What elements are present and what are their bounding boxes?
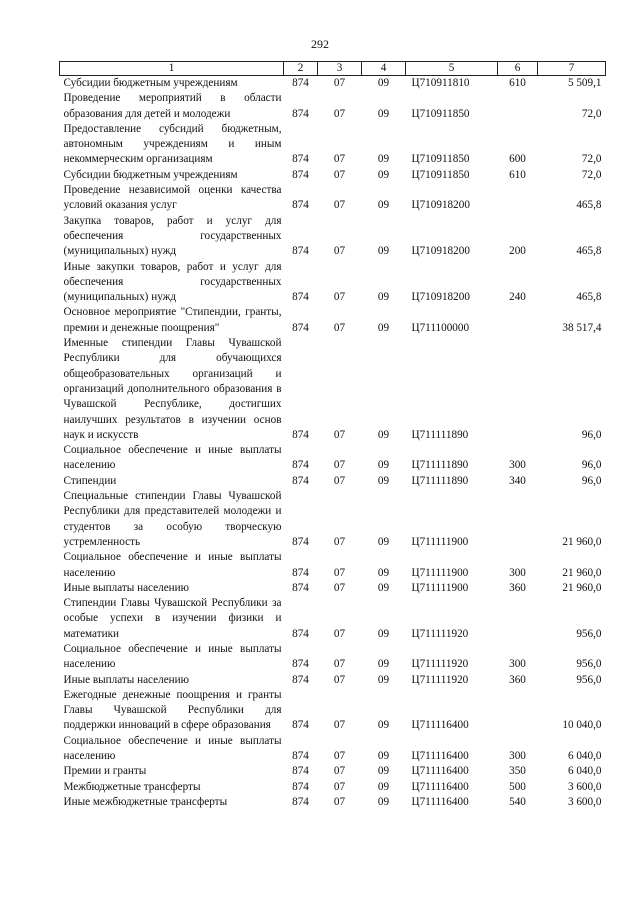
grbs-code-cell: 874: [292, 719, 309, 732]
item-name-cell: Закупка товаров, работ и услуг для обеспечения государственных (муниципальных) нужд: [63, 214, 282, 258]
amount-cell: 72,0: [581, 153, 602, 166]
table-row: [60, 336, 606, 443]
column-header-5: 5: [406, 62, 498, 76]
table-row: [60, 76, 606, 92]
target-article-code-cell: Ц711111900: [411, 535, 469, 548]
table-row: [60, 214, 606, 260]
target-article-code-cell: Ц710918200: [411, 245, 470, 258]
subsection-code-cell: 09: [377, 199, 390, 212]
expense-type-code-cell: [498, 489, 538, 550]
amount-cell: 96,0: [581, 474, 602, 487]
grbs-code-cell: 874: [292, 168, 309, 181]
target-article-code-cell: Ц710911850: [411, 153, 470, 166]
subsection-code-cell: 09: [377, 153, 390, 166]
subsection-code-cell: 09: [377, 321, 390, 334]
subsection-code-cell: 09: [377, 245, 390, 258]
column-header-4: 4: [362, 62, 406, 76]
subsection-code-cell: 09: [377, 77, 390, 89]
target-article-code-cell: Ц711111920: [411, 627, 469, 640]
table-row: [60, 688, 606, 734]
item-name-cell: Премии и гранты: [63, 765, 147, 778]
item-name-cell: Субсидии бюджетным учреждениям: [63, 77, 238, 89]
section-code-cell: 07: [333, 719, 346, 732]
table-row: [60, 489, 606, 550]
table-row: [60, 642, 606, 673]
expense-type-code-cell: 540: [509, 795, 526, 808]
grbs-code-cell: 874: [292, 627, 309, 640]
amount-cell: 21 960,0: [562, 566, 602, 579]
item-name-cell: Межбюджетные трансферты: [63, 780, 201, 793]
subsection-code-cell: 09: [377, 428, 390, 441]
expense-type-code-cell: 600: [509, 153, 526, 166]
amount-cell: 5 509,1: [567, 77, 602, 89]
amount-cell: 465,8: [576, 199, 602, 212]
table-row: [60, 443, 606, 474]
subsection-code-cell: 09: [377, 627, 390, 640]
section-code-cell: 07: [333, 474, 346, 487]
expense-type-code-cell: 300: [509, 750, 526, 763]
table-row: [60, 91, 606, 122]
grbs-code-cell: 874: [292, 321, 309, 334]
expense-type-code-cell: [498, 596, 538, 642]
subsection-code-cell: 09: [377, 566, 390, 579]
amount-cell: 38 517,4: [562, 321, 602, 334]
section-code-cell: 07: [333, 168, 346, 181]
target-article-code-cell: Ц711111890: [411, 474, 469, 487]
target-article-code-cell: Ц711111920: [411, 658, 469, 671]
subsection-code-cell: 09: [377, 474, 390, 487]
column-header-7: 7: [538, 62, 606, 76]
section-code-cell: 07: [333, 321, 346, 334]
grbs-code-cell: 874: [292, 780, 309, 793]
target-article-code-cell: Ц711111900: [411, 566, 469, 579]
item-name-cell: Именные стипендии Главы Чувашской Республики для обучающихся общеобразовательных организаций и организаций дополнительного образования в Чувашской Республике, достигших наилучших результатов в изучении основ наук и искусств: [63, 337, 282, 441]
item-name-cell: Предоставление субсидий бюджетным, автономным учреждениям и иным некоммерческим организациям: [63, 122, 282, 166]
amount-cell: 465,8: [576, 291, 602, 304]
amount-cell: 956,0: [576, 627, 602, 640]
table-row: [60, 260, 606, 306]
item-name-cell: Проведение мероприятий в области образования для детей и молодежи: [63, 92, 282, 120]
expense-type-code-cell: 300: [509, 459, 526, 472]
column-header-2: 2: [284, 62, 318, 76]
target-article-code-cell: Ц710918200: [411, 199, 470, 212]
section-code-cell: 07: [333, 245, 346, 258]
expense-type-code-cell: 350: [509, 765, 526, 778]
expense-type-code-cell: 610: [509, 77, 526, 89]
item-name-cell: Субсидии бюджетным учреждениям: [63, 168, 238, 181]
target-article-code-cell: Ц711116400: [411, 780, 469, 793]
target-article-code-cell: Ц711116400: [411, 765, 469, 778]
item-name-cell: Иные межбюджетные трансферты: [63, 795, 228, 808]
page-number: 292: [311, 37, 329, 51]
section-code-cell: 07: [333, 535, 346, 548]
item-name-cell: Специальные стипендии Главы Чувашской Республики для представителей молодежи и студентов за особую творческую устремленность: [63, 490, 282, 548]
amount-cell: 465,8: [576, 245, 602, 258]
section-code-cell: 07: [333, 566, 346, 579]
amount-cell: 72,0: [581, 168, 602, 181]
target-article-code-cell: Ц711116400: [411, 795, 469, 808]
expense-type-code-cell: 360: [509, 673, 526, 686]
section-code-cell: 07: [333, 673, 346, 686]
table-row: [60, 673, 606, 688]
section-code-cell: 07: [333, 77, 346, 89]
table-row: [60, 596, 606, 642]
grbs-code-cell: 874: [292, 581, 309, 594]
subsection-code-cell: 09: [377, 658, 390, 671]
subsection-code-cell: 09: [377, 673, 390, 686]
section-code-cell: 07: [333, 581, 346, 594]
target-article-code-cell: Ц710911810: [411, 77, 470, 89]
grbs-code-cell: 874: [292, 795, 309, 808]
subsection-code-cell: 09: [377, 795, 390, 808]
table-body: [60, 76, 606, 811]
grbs-code-cell: 874: [292, 673, 309, 686]
subsection-code-cell: 09: [377, 780, 390, 793]
amount-cell: 6 040,0: [567, 765, 602, 778]
section-code-cell: 07: [333, 107, 346, 120]
item-name-cell: Проведение независимой оценки качества условий оказания услуг: [63, 184, 282, 212]
section-code-cell: 07: [333, 750, 346, 763]
grbs-code-cell: 874: [292, 566, 309, 579]
section-code-cell: 07: [333, 765, 346, 778]
item-name-cell: Социальное обеспечение и иные выплаты населению: [63, 551, 282, 579]
expense-type-code-cell: 200: [509, 245, 526, 258]
expense-type-code-cell: [498, 688, 538, 734]
subsection-code-cell: 09: [377, 581, 390, 594]
grbs-code-cell: 874: [292, 658, 309, 671]
table-row: [60, 122, 606, 168]
table-row: [60, 183, 606, 214]
grbs-code-cell: 874: [292, 428, 309, 441]
amount-cell: 72,0: [581, 107, 602, 120]
target-article-code-cell: Ц711111890: [411, 428, 469, 441]
target-article-code-cell: Ц710918200: [411, 291, 470, 304]
subsection-code-cell: 09: [377, 750, 390, 763]
subsection-code-cell: 09: [377, 719, 390, 732]
target-article-code-cell: Ц711116400: [411, 750, 469, 763]
table-row: [60, 474, 606, 489]
item-name-cell: Иные выплаты населению: [63, 581, 189, 594]
target-article-code-cell: Ц711111900: [411, 581, 469, 594]
grbs-code-cell: 874: [292, 291, 309, 304]
expense-type-code-cell: 500: [509, 780, 526, 793]
table-row: [60, 780, 606, 795]
amount-cell: 21 960,0: [562, 535, 602, 548]
expense-type-code-cell: [498, 336, 538, 443]
subsection-code-cell: 09: [377, 168, 390, 181]
expense-type-code-cell: [498, 183, 538, 214]
table-row: [60, 550, 606, 581]
target-article-code-cell: Ц711111920: [411, 673, 469, 686]
table-row: [60, 734, 606, 765]
table-row: [60, 305, 606, 336]
subsection-code-cell: 09: [377, 765, 390, 778]
item-name-cell: Социальное обеспечение и иные выплаты населению: [63, 642, 282, 671]
section-code-cell: 07: [333, 658, 346, 671]
amount-cell: 3 600,0: [567, 780, 602, 793]
grbs-code-cell: 874: [292, 153, 309, 166]
target-article-code-cell: Ц711116400: [411, 719, 469, 732]
subsection-code-cell: 09: [377, 459, 390, 472]
item-name-cell: Иные закупки товаров, работ и услуг для обеспечения государственных (муниципальных) нужд: [63, 260, 282, 304]
section-code-cell: 07: [333, 291, 346, 304]
expense-type-code-cell: 360: [509, 581, 526, 594]
target-article-code-cell: Ц711111890: [411, 459, 469, 472]
grbs-code-cell: 874: [292, 474, 309, 487]
grbs-code-cell: 874: [292, 750, 309, 763]
item-name-cell: Иные выплаты населению: [63, 673, 189, 686]
table-row: [60, 795, 606, 810]
budget-table: [59, 61, 606, 810]
item-name-cell: Социальное обеспечение и иные выплаты населению: [63, 444, 282, 472]
subsection-code-cell: 09: [377, 291, 390, 304]
grbs-code-cell: 874: [292, 245, 309, 258]
item-name-cell: Стипендии: [63, 474, 117, 487]
grbs-code-cell: 874: [292, 107, 309, 120]
target-article-code-cell: Ц710911850: [411, 107, 470, 120]
amount-cell: 96,0: [581, 459, 602, 472]
section-code-cell: 07: [333, 153, 346, 166]
grbs-code-cell: 874: [292, 199, 309, 212]
item-name-cell: Социальное обеспечение и иные выплаты населению: [63, 734, 282, 763]
expense-type-code-cell: 340: [509, 474, 526, 487]
section-code-cell: 07: [333, 459, 346, 472]
grbs-code-cell: 874: [292, 765, 309, 778]
column-header-1: 1: [60, 62, 284, 76]
grbs-code-cell: 874: [292, 77, 309, 89]
amount-cell: 956,0: [576, 658, 602, 671]
expense-type-code-cell: 300: [509, 566, 526, 579]
section-code-cell: 07: [333, 199, 346, 212]
table-row: [60, 581, 606, 596]
section-code-cell: 07: [333, 627, 346, 640]
grbs-code-cell: 874: [292, 459, 309, 472]
section-code-cell: 07: [333, 795, 346, 808]
table-row: [60, 764, 606, 779]
subsection-code-cell: 09: [377, 535, 390, 548]
column-header-3: 3: [318, 62, 362, 76]
amount-cell: 10 040,0: [562, 719, 602, 732]
expense-type-code-cell: [498, 305, 538, 336]
expense-type-code-cell: 300: [509, 658, 526, 671]
target-article-code-cell: Ц711100000: [411, 321, 470, 334]
item-name-cell: Стипендии Главы Чувашской Республики за особые успехи в изучении физики и математики: [63, 597, 282, 640]
subsection-code-cell: 09: [377, 107, 390, 120]
section-code-cell: 07: [333, 428, 346, 441]
item-name-cell: Ежегодные денежные поощрения и гранты Главы Чувашской Республики для поддержки инноваций в сфере образования: [63, 688, 282, 732]
expense-type-code-cell: 240: [509, 291, 526, 304]
table-row: [60, 168, 606, 183]
expense-type-code-cell: 610: [509, 168, 526, 181]
grbs-code-cell: 874: [292, 535, 309, 548]
column-header-6: 6: [498, 62, 538, 76]
item-name-cell: Основное мероприятие "Стипендии, гранты, премии и денежные поощрения": [63, 306, 282, 334]
target-article-code-cell: Ц710911850: [411, 168, 470, 181]
expense-type-code-cell: [498, 91, 538, 122]
amount-cell: 3 600,0: [567, 795, 602, 808]
section-code-cell: 07: [333, 780, 346, 793]
amount-cell: 956,0: [576, 673, 602, 686]
amount-cell: 21 960,0: [562, 581, 602, 594]
amount-cell: 6 040,0: [567, 750, 602, 763]
table-header-row: [60, 62, 606, 76]
amount-cell: 96,0: [581, 428, 602, 441]
